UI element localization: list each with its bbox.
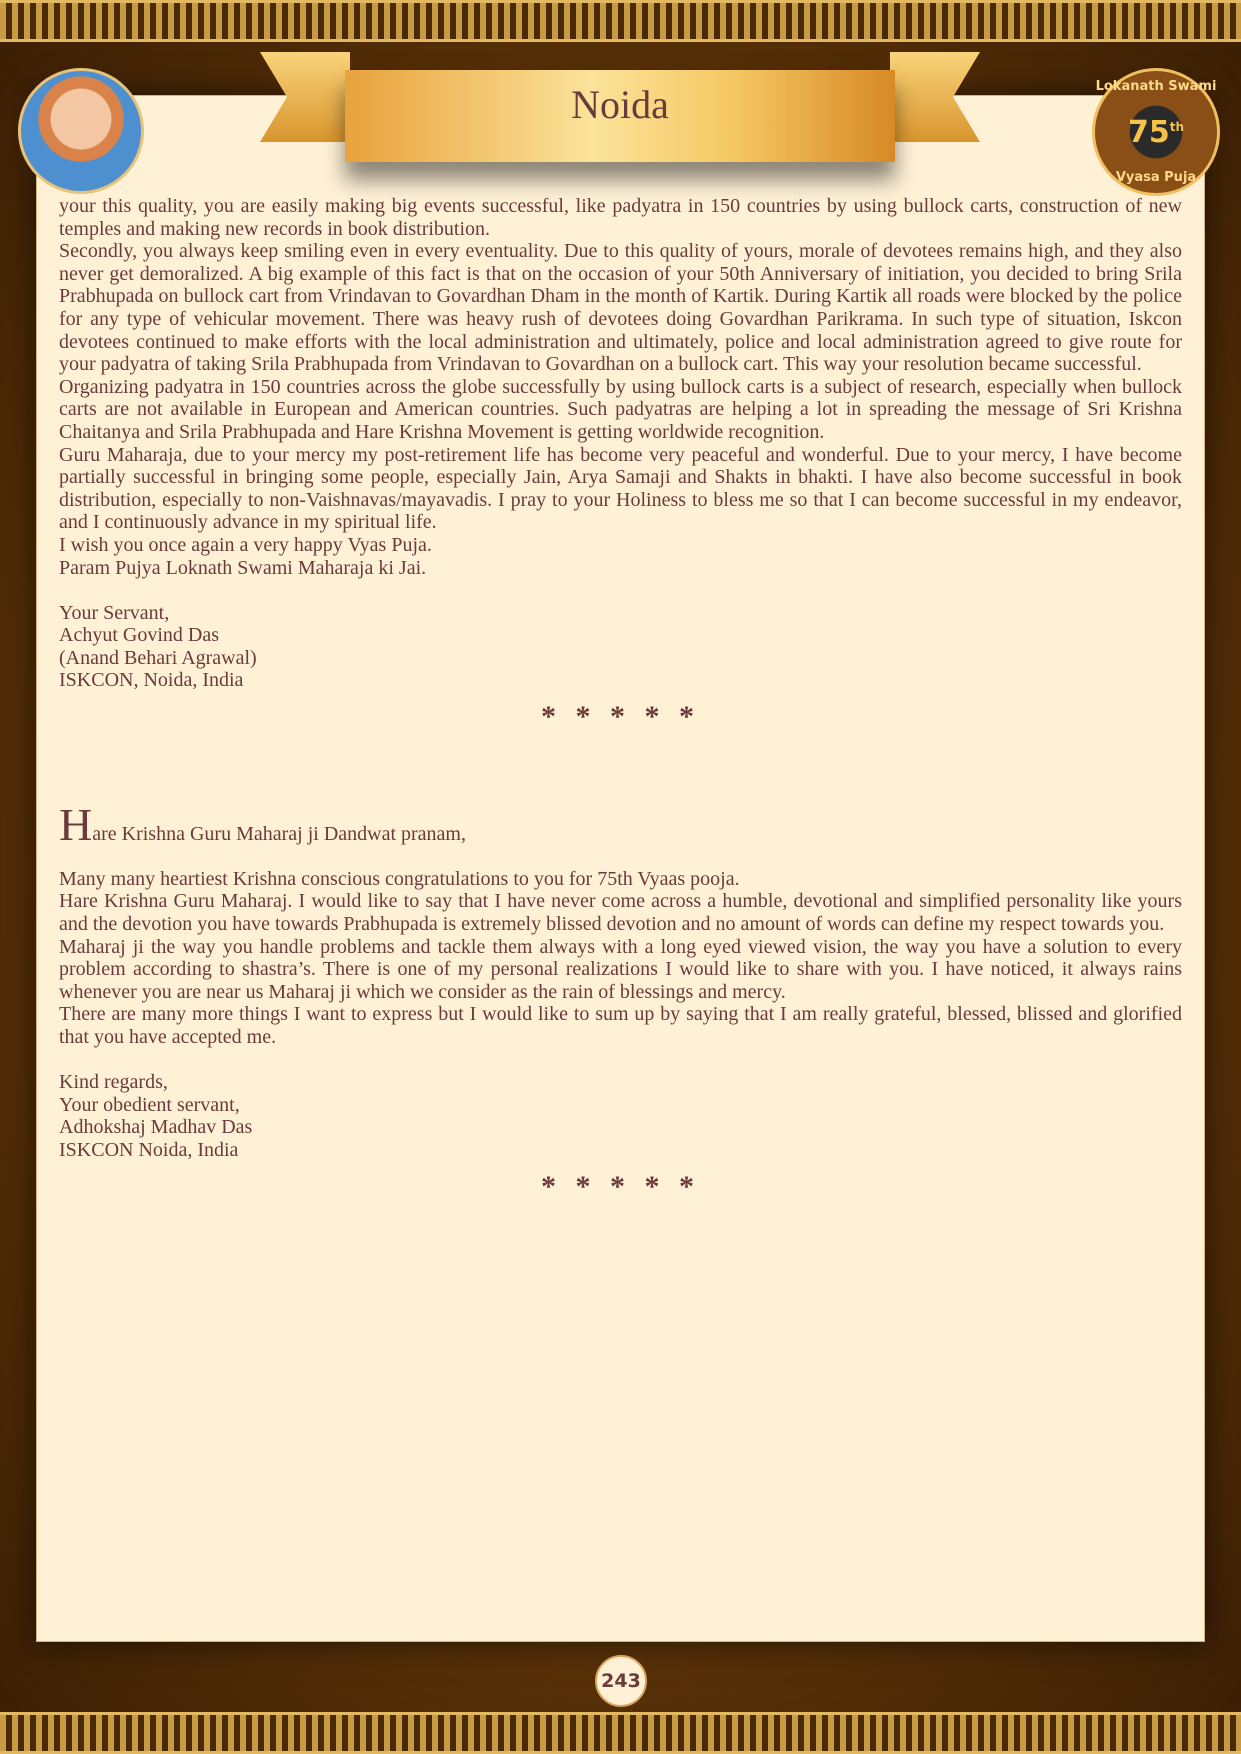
signature-line: ISKCON, Noida, India bbox=[59, 669, 244, 692]
paragraph: Secondly, you always keep smiling even in every eventuality. Due to this quality of yours, morale of devotees remains high, and they also never get demoralized. A big example of this fact is that on the occasion of your 50th Anniversary of initiation, you decided to bring Srila Prabhupada on bullock cart from Vrindavan to Govardhan Dham in the month of Kartik. During Kartik all roads were blocked by the police for any type of vehicular movement. There was heavy rush of devotees doing Govardhan Parikrama. In such type of situation, Iskcon devotees continued to make efforts with the local administration and ultimately, police and local administration agreed to give route for your padyatra of taking Srila Prabhupada from Vrindavan to Govardhan on a bullock cart. This way your resolution became successful. bbox=[59, 240, 1182, 376]
paragraph: Guru Maharaja, due to your mercy my post-retirement life has become very peaceful and wonderful. Due to your mercy, I have become partially successful in bringing some people, especially Jain, Arya Samaji and Shakts in bhakti. I have also become successful in book distribution, especially to non-Vaishnavas/mayavadis. I pray to your Holiness to bless me so that I can become successful in my endeavor, and I continuously advance in my spiritual life. bbox=[59, 443, 1182, 534]
signature-line: Kind regards, bbox=[59, 1071, 168, 1094]
separator: * * * * * bbox=[541, 700, 700, 734]
paragraph: Param Pujya Loknath Swami Maharaja ki Jai. bbox=[59, 556, 427, 579]
badge-top-text: Lokanath Swami bbox=[1095, 79, 1217, 94]
signature-line: Your Servant, bbox=[59, 601, 170, 624]
avatar bbox=[18, 68, 144, 194]
greeting bbox=[59, 798, 1182, 850]
badge-number bbox=[1095, 115, 1217, 150]
decorative-border-bottom bbox=[0, 1712, 1241, 1754]
paragraph: I wish you once again a very happy Vyas Puja. bbox=[59, 533, 432, 556]
paragraph: Organizing padyatra in 150 countries across the globe successfully by using bullock carts is a subject of research, especially when bullock carts are not available in European and American countries. Such padyatras are helping a lot in spreading the message of Sri Krishna Chaitanya and Srila Prabhupada and Hare Krishna Movement is getting worldwide recognition. bbox=[59, 375, 1182, 443]
letters-content bbox=[59, 195, 1182, 1203]
decorative-border-top bbox=[0, 0, 1241, 42]
page-number: 243 bbox=[595, 1655, 647, 1707]
greeting-text: are Krishna Guru Maharaj ji Dandwat pranam, bbox=[92, 822, 466, 845]
signature-line: Adhokshaj Madhav Das bbox=[59, 1116, 253, 1139]
title-ribbon bbox=[345, 70, 895, 162]
signature-line: Achyut Govind Das bbox=[59, 624, 219, 647]
signature-line: (Anand Behari Agrawal) bbox=[59, 646, 257, 669]
page-title: Noida bbox=[571, 82, 669, 127]
signature-line: Your obedient servant, bbox=[59, 1093, 240, 1116]
badge-number-value: 75 bbox=[1127, 115, 1170, 150]
paragraph: your this quality, you are easily making big events successful, like padyatra in 150 countries by using bullock carts, construction of new temples and making new records in book distribution. bbox=[59, 195, 1182, 240]
paragraph: Many many heartiest Krishna conscious congratulations to you for 75th Vyaas pooja. bbox=[59, 867, 740, 890]
signature-line: ISKCON Noida, India bbox=[59, 1138, 239, 1161]
paragraph: Hare Krishna Guru Maharaj. I would like to say that I have never come across a humble, devotional and simplified personality like yours and the devotion you have towards Prabhupada is extremely blissed devotion and no amount of words can define my respect towards you. bbox=[59, 890, 1182, 936]
badge-sup: th bbox=[1169, 120, 1185, 134]
paragraph: Maharaj ji the way you handle problems and tackle them always with a long eyed viewed vision, the way you have a solution to every problem according to shastra’s. There is one of my personal realizations I would like to share with you. I have noticed, it always rains whenever you are near us Maharaj ji which we consider as the rain of blessings and mercy. bbox=[59, 935, 1182, 1003]
vyasa-puja-badge bbox=[1092, 68, 1220, 196]
drop-cap: H bbox=[59, 798, 93, 850]
separator: * * * * * bbox=[541, 1169, 700, 1203]
badge-bottom-text: Vyasa Puja bbox=[1115, 170, 1197, 185]
paragraph: There are many more things I want to express but I would like to sum up by saying that I am really grateful, blessed, blissed and glorified that you have accepted me. bbox=[59, 1003, 1182, 1048]
